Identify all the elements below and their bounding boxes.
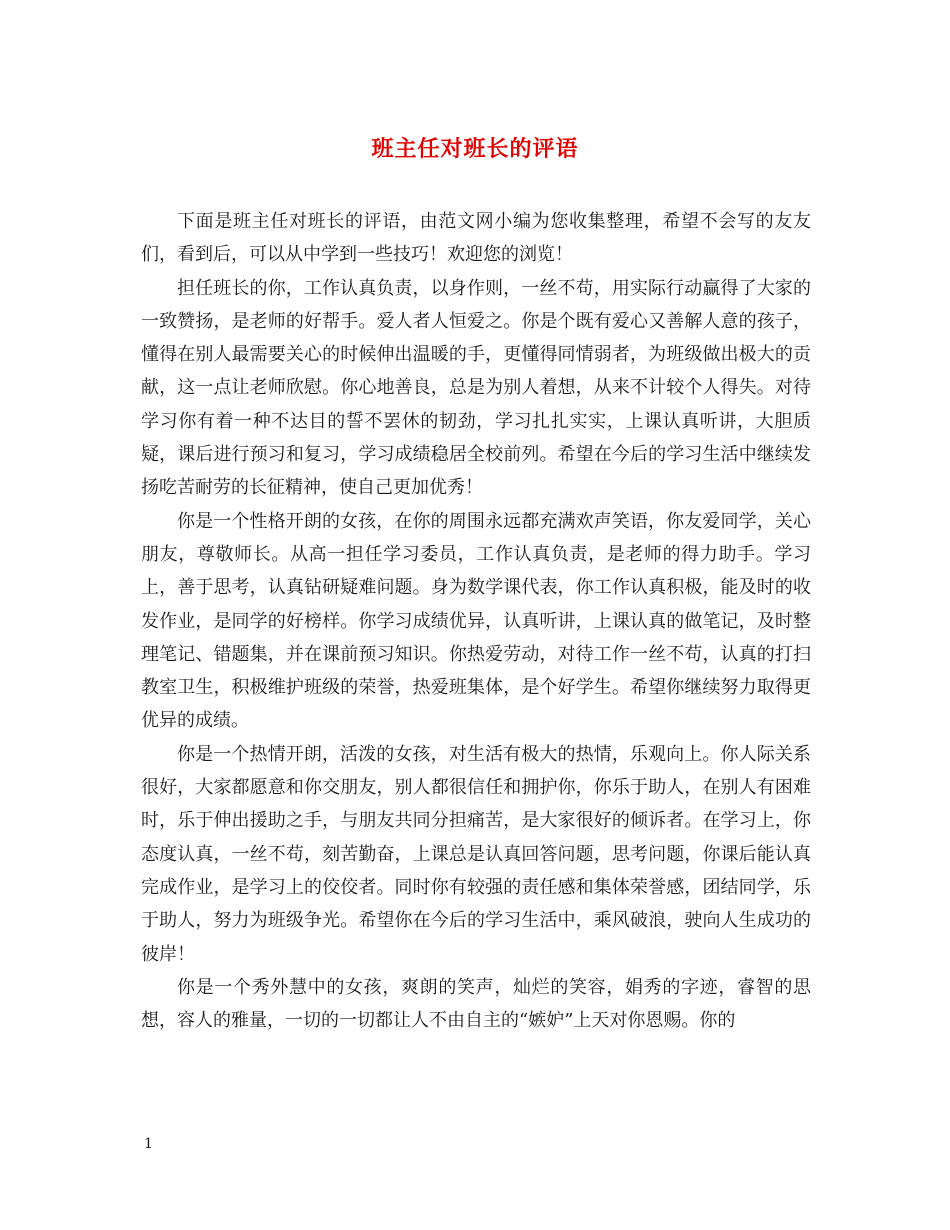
comment-paragraph-3: 你是一个热情开朗，活泼的女孩，对生活有极大的热情，乐观向上。你人际关系很好，大家都愿意和你交朋友，别人都很信任和拥护你，你乐于助人，在别人有困难时，乐于伸出援助之手，与朋友共同分担痛苦，是大家很好的倾诉者。在学习上，你态度认真，一丝不苟，刻苦勤奋，上课总是认真回答问题，思考问题，你课后能认真完成作业，是学习上的佼佼者。同时你有较强的责任感和集体荣誉感，团结同学，乐于助人，努力为班级争光。希望你在今后的学习生活中，乘风破浪，驶向人生成功的彼岸！	[141, 743, 811, 965]
comment-paragraph-1: 担任班长的你，工作认真负责，以身作则，一丝不苟，用实际行动赢得了大家的一致赞扬，是老师的好帮手。爱人者人恒爱之。你是个既有爱心又善解人意的孩子，懂得在别人最需要关心的时候伸出温暖的手，更懂得同情弱者，为班级做出极大的贡献，这一点让老师欣慰。你心地善良，总是为别人着想，从来不计较个人得失。对待学习你有着一种不达目的誓不罢休的韧劲，学习扎扎实实，上课认真听讲，大胆质疑，课后进行预习和复习，学习成绩稳居全校前列。希望在今后的学习生活中继续发扬吃苦耐劳的长征精神，使自己更加优秀！	[141, 277, 811, 499]
document-body	[141, 205, 811, 1037]
document-title: 班主任对班长的评语	[371, 136, 579, 162]
intro-paragraph: 下面是班主任对班长的评语，由范文网小编为您收集整理，希望不会写的友友们，看到后，可以从中学到一些技巧！欢迎您的浏览！	[141, 211, 811, 266]
comment-paragraph-4: 你是一个秀外慧中的女孩，爽朗的笑声，灿烂的笑容，娟秀的字迹，睿智的思想，容人的雅量，一切的一切都让人不由自主的“嫉妒”上天对你恩赐。你的	[141, 976, 811, 1032]
comment-paragraph-2: 你是一个性格开朗的女孩，在你的周围永远都充满欢声笑语，你友爱同学，关心朋友，尊敬师长。从高一担任学习委员，工作认真负责，是老师的得力助手。学习上，善于思考，认真钻研疑难问题。身为数学课代表，你工作认真积极，能及时的收发作业，是同学的好榜样。你学习成绩优异，认真听讲，上课认真的做笔记，及时整理笔记、错题集，并在课前预习知识。你热爱劳动，对待工作一丝不苟，认真的打扫教室卫生，积极维护班级的荣誉，热爱班集体，是个好学生。希望你继续努力取得更优异的成绩。	[141, 510, 811, 732]
page-number: 1	[144, 1136, 153, 1152]
